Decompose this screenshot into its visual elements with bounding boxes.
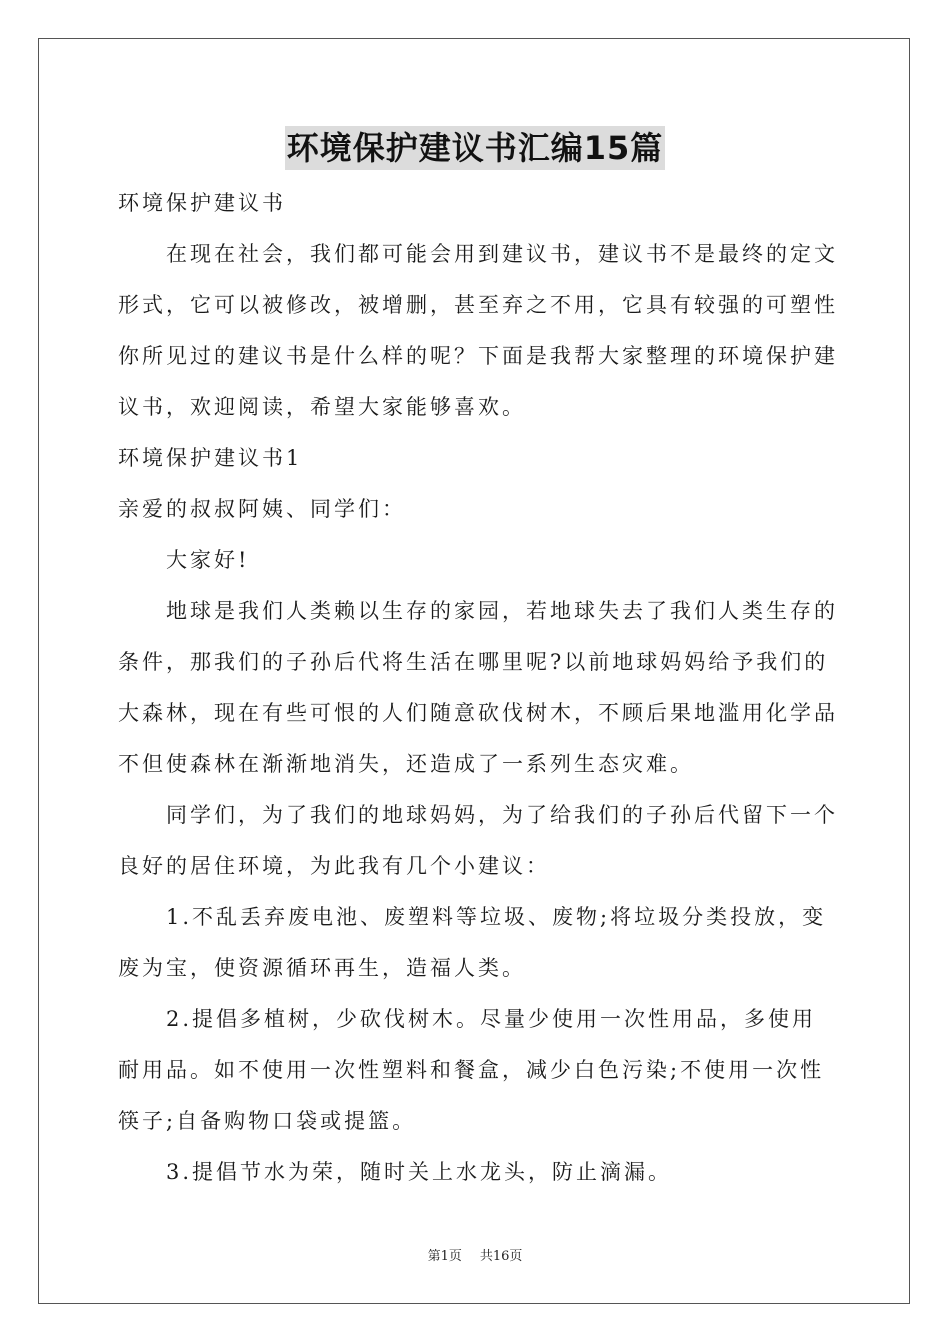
paragraph: 大家好! [166, 548, 250, 572]
paragraph: 环境保护建议书1 [118, 446, 303, 470]
document-body [118, 178, 838, 1198]
paragraph: 1.不乱丢弃废电池、废塑料等垃圾、废物;将垃圾分类投放，变废为宝，使资源循环再生，造福人类。 [118, 905, 827, 980]
paragraph: 地球是我们人类赖以生存的家园，若地球失去了我们人类生存的条件，那我们的子孙后代将生活在哪里呢?以前地球妈妈给予我们的大森林，现在有些可恨的人们随意砍伐树木，不顾后果地滥用化学品不但使森林在渐渐地消失，还造成了一系列生态灾难。 [118, 599, 838, 776]
paragraph: 亲爱的叔叔阿姨、同学们： [118, 497, 406, 521]
page-total: 共16页 [479, 1249, 523, 1264]
title-container [0, 126, 950, 170]
paragraph: 同学们，为了我们的地球妈妈，为了给我们的子孙后代留下一个良好的居住环境，为此我有几个小建议： [118, 803, 838, 878]
paragraph: 2.提倡多植树，少砍伐树木。尽量少使用一次性用品，多使用耐用品。如不使用一次性塑料和餐盒，减少白色污染;不使用一次性筷子;自备购物口袋或提篮。 [118, 1007, 825, 1133]
page-footer [0, 1245, 950, 1264]
page-number: 第1页 [427, 1249, 462, 1264]
paragraph: 环境保护建议书 [118, 191, 286, 215]
paragraph: 3.提倡节水为荣，随时关上水龙头，防止滴漏。 [166, 1160, 673, 1184]
paragraph: 在现在社会，我们都可能会用到建议书，建议书不是最终的定文形式，它可以被修改，被增删，甚至弃之不用，它具有较强的可塑性你所见过的建议书是什么样的呢？下面是我帮大家整理的环境保护建议书，欢迎阅读，希望大家能够喜欢。 [118, 242, 838, 419]
document-title: 环境保护建议书汇编15篇 [285, 126, 666, 170]
